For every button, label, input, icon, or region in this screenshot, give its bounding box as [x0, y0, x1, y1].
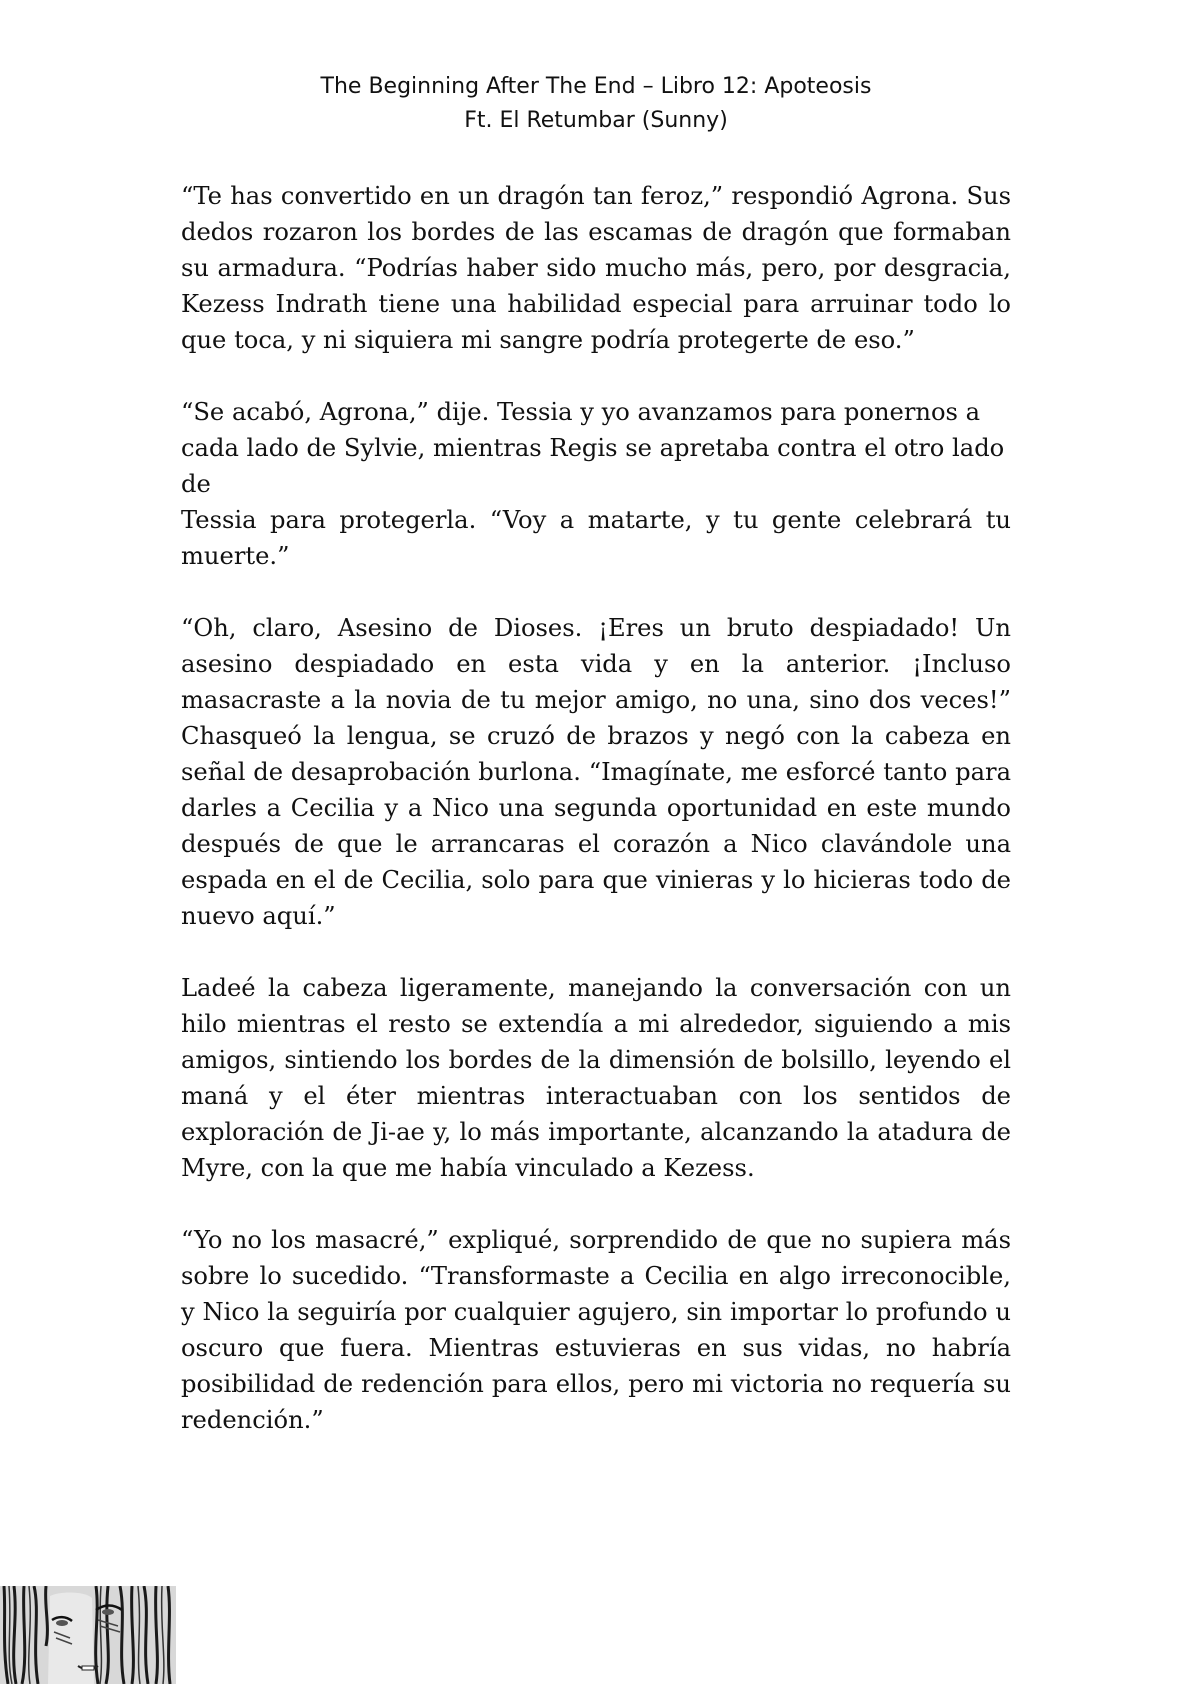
- manga-portrait-illustration: [0, 1586, 176, 1684]
- paragraph-asesino-de-dioses: “Oh, claro, Asesino de Dioses. ¡Eres un bruto despiadado! Un asesino despiadado en esta vida y en la anterior. ¡Incluso masacraste a la novia de tu mejor amigo, no una, sino dos veces!” Chasqueó la lengua, se cruzó de brazos y negó con la cabeza en señal de desaprobación burlona. “Imagínate, me esforcé tanto para darles a Cecilia y a Nico una segunda oportunidad en este mundo después de que le arrancaras el corazón a Nico clavándole una espada en el de Cecilia, solo para que vinieras y lo hicieras todo de nuevo aquí.”: [181, 614, 1011, 930]
- page-body: [181, 178, 1011, 1474]
- header-title: The Beginning After The End – Libro 12: Apoteosis: [320, 74, 872, 99]
- paragraph-se-acabo-continued: Tessia para protegerla. “Voy a matarte, y tu gente celebrará tu muerte.”: [181, 506, 1011, 570]
- portrait-sketch: [0, 1586, 176, 1684]
- paragraph-se-acabo: “Se acabó, Agrona,” dije. Tessia y yo avanzamos para ponernos a cada lado de Sylvie, mientras Regis se apretaba contra el otro lado de: [181, 398, 1005, 498]
- paragraph-yo-no-los-masacre: “Yo no los masacré,” expliqué, sorprendido de que no supiera más sobre lo sucedido. “Transformaste a Cecilia en algo irreconocible, y Nico la seguiría por cualquier agujero, sin importar lo profundo u oscuro que fuera. Mientras estuvieras en sus vidas, no habría posibilidad de redención para ellos, pero mi victoria no requería su redención.”: [181, 1226, 1011, 1434]
- paragraph-ladee-la-cabeza: Ladeé la cabeza ligeramente, manejando la conversación con un hilo mientras el resto se extendía a mi alrededor, siguiendo a mis amigos, sintiendo los bordes de la dimensión de bolsillo, leyendo el maná y el éter mientras interactuaban con los sentidos de exploración de Ji-ae y, lo más importante, alcanzando la atadura de Myre, con la que me había vinculado a Kezess.: [181, 974, 1011, 1182]
- page-header: [0, 70, 1192, 138]
- paragraph-agrona-reply: “Te has convertido en un dragón tan feroz,” respondió Agrona. Sus dedos rozaron los bordes de las escamas de dragón que formaban su armadura. “Podrías haber sido mucho más, pero, por desgracia, Kezess Indrath tiene una habilidad especial para arruinar todo lo que toca, y ni siquiera mi sangre podría protegerte de eso.”: [181, 182, 1011, 354]
- header-subtitle: Ft. El Retumbar (Sunny): [464, 108, 728, 133]
